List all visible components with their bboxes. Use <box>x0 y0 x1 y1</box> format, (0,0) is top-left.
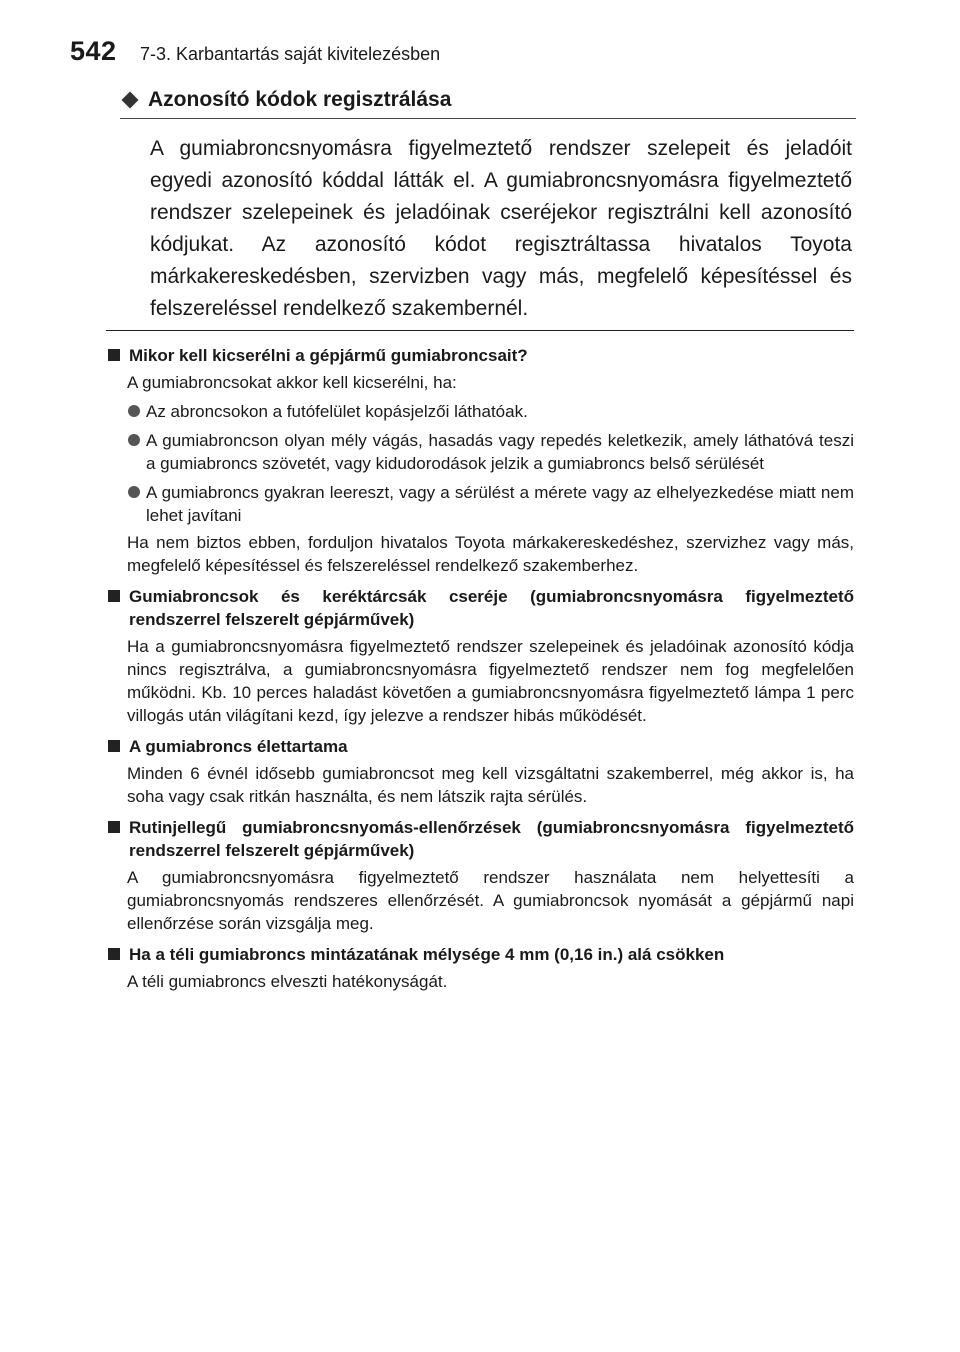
section-heading <box>106 943 854 966</box>
box-heading <box>120 88 856 119</box>
section-heading <box>106 585 854 631</box>
section-heading <box>106 344 854 367</box>
paragraph: Minden 6 évnél idősebb gumiabroncsot meg kell vizsgáltatni szakemberrel, még akkor is, ha soha vagy csak ritkán használta, és nem látszik rajta sérülés. <box>127 764 854 806</box>
paragraph: Ha nem biztos ebben, forduljon hivatalos Toyota márkakereskedéshez, szervizhez vagy más, megfelelő képesítéssel és felszereléssel rendelkező szakemberhez. <box>127 533 854 575</box>
diamond-icon <box>122 92 139 109</box>
square-bullet-icon <box>108 821 120 833</box>
paragraph: A gumiabroncsnyomásra figyelmeztető rendszer használata nem helyettesíti a gumiabroncsnyomás rendszeres ellenőrzését. A gumiabroncsok nyomását a gépjármű napi ellenőrzése során vizsgálja meg. <box>127 868 854 933</box>
divider <box>106 330 854 331</box>
list-item <box>127 429 854 475</box>
round-bullet-icon <box>128 405 140 417</box>
main-content <box>106 344 854 993</box>
paragraph: Ha a gumiabroncsnyomásra figyelmeztető rendszer szelepeinek és jeladóinak azonosító kódja nincs regisztrálva, a gumiabroncsnyomásra figyelmeztető rendszer nem fog megfelelően működni. Kb. 10 perces haladást követően a gumiabroncsnyomásra figyelmeztető lámpa 1 perc villogás után világítani kezd, így jelezve a rendszer hibás működését. <box>127 637 854 725</box>
section-heading-text: Mikor kell kicserélni a gépjármű gumiabroncsait? <box>129 346 528 365</box>
box-heading-text: Azonosító kódok regisztrálása <box>148 88 452 111</box>
square-bullet-icon <box>108 948 120 960</box>
list-item-text: A gumiabroncs gyakran leereszt, vagy a sérülést a mérete vagy az elhelyezkedése miatt nem lehet javítani <box>146 483 854 525</box>
paragraph: A gumiabroncsokat akkor kell kicserélni, ha: <box>127 373 457 392</box>
chapter-title: 7-3. Karbantartás saját kivitelezésben <box>140 44 441 64</box>
square-bullet-icon <box>108 590 120 602</box>
section-heading-text: Ha a téli gumiabroncs mintázatának mélysége 4 mm (0,16 in.) alá csökken <box>129 945 725 964</box>
square-bullet-icon <box>108 740 120 752</box>
section-heading-text: A gumiabroncs élettartama <box>129 737 348 756</box>
page-number: 542 <box>70 36 117 66</box>
list-item <box>127 481 854 527</box>
list-item <box>127 400 854 423</box>
square-bullet-icon <box>108 349 120 361</box>
round-bullet-icon <box>128 434 140 446</box>
list-item-text: A gumiabroncson olyan mély vágás, hasadás vagy repedés keletkezik, amely láthatóvá teszi a gumiabroncs szövetét, vagy kidudorodások jelzik a gumiabroncs belső sérülését <box>146 431 854 473</box>
section-heading-text: Gumiabroncsok és keréktárcsák cseréje (gumiabroncsnyomásra figyelmeztető rendszerrel felszerelt gépjárművek) <box>129 587 854 629</box>
section-heading-text: Rutinjellegű gumiabroncsnyomás-ellenőrzések (gumiabroncsnyomásra figyelmeztető rendszerrel felszerelt gépjárművek) <box>129 818 854 860</box>
section-heading <box>106 735 854 758</box>
list-item-text: Az abroncsokon a futófelület kopásjelzői láthatóak. <box>146 402 528 421</box>
paragraph: A téli gumiabroncs elveszti hatékonyságát. <box>127 972 448 991</box>
round-bullet-icon <box>128 486 140 498</box>
section-heading <box>106 816 854 862</box>
box-paragraph: A gumiabroncsnyomásra figyelmeztető rendszer szelepeit és jeladóit egyedi azonosító kóddal látták el. A gumiabroncsnyomásra figyelmeztető rendszer szelepeinek és jeladóinak cseréjekor regisztrálni kell azonosító kódjukat. Az azonosító kódot regisztráltassa hivatalos Toyota márkakereskedésben, szervizben vagy más, megfelelő képesítéssel és felszereléssel rendelkező szakembernél. <box>150 137 852 320</box>
